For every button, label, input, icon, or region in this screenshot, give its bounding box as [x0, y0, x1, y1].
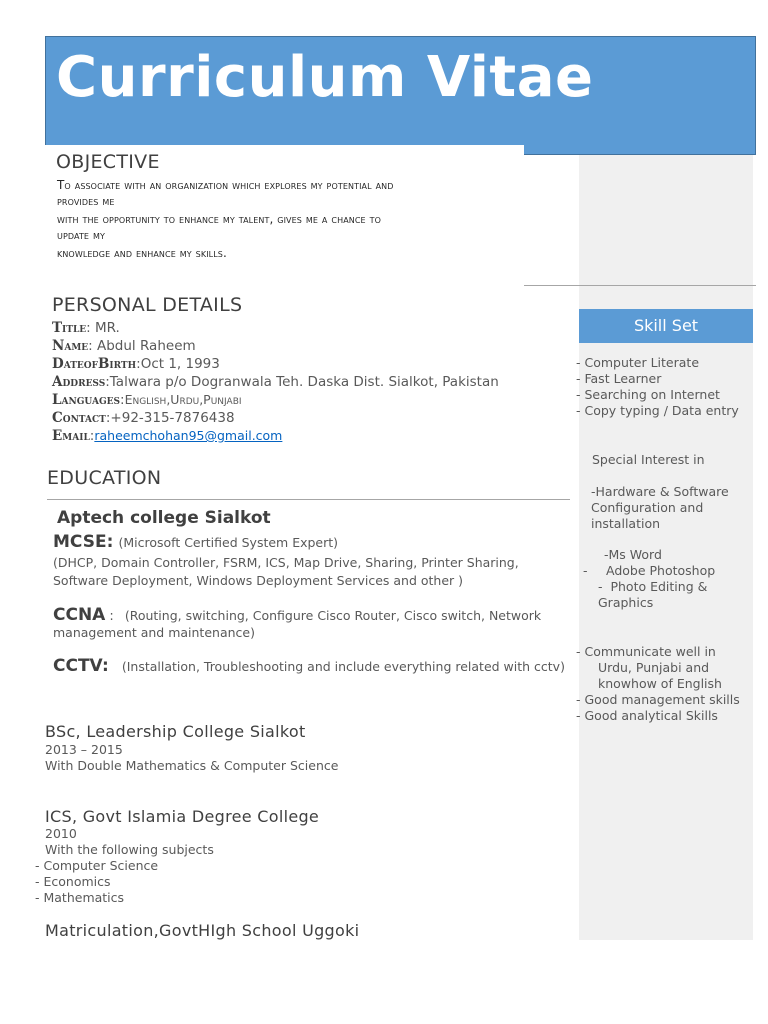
detail-dob [52, 355, 499, 373]
detail-separator: : [136, 356, 141, 372]
objective-heading: OBJECTIVE [56, 151, 160, 173]
detail-value: MR. [95, 320, 120, 336]
page-title: Curriculum Vitae [56, 45, 594, 110]
comm-skill: knowhow of English [598, 676, 722, 691]
detail-value: Abdul Raheem [97, 338, 196, 354]
objective-line: knowledge and enhance my skills. [57, 246, 227, 260]
interest-heading: Special Interest in [592, 452, 705, 467]
detail-separator: : [86, 320, 95, 336]
divider [524, 285, 756, 286]
detail-separator: : [105, 410, 111, 426]
cert-detail: (Installation, Troubleshooting and include everything related with cctv) [121, 659, 565, 674]
extra-skill-list [576, 692, 740, 724]
comm-skill: Urdu, Punjabi and [598, 660, 710, 675]
skill-list [576, 355, 739, 419]
skill-item: - Computer Literate [576, 355, 700, 370]
subject-item: - Mathematics [35, 890, 125, 905]
cert-colon: : [109, 609, 114, 624]
detail-label: DateofBirth [52, 356, 137, 372]
institution-name: Aptech college Sialkot [57, 508, 271, 528]
detail-label: Title [52, 320, 87, 336]
detail-label: Languages [52, 392, 120, 408]
detail-separator: : [120, 392, 125, 408]
degree-note: With the following subjects [45, 842, 214, 857]
email-link[interactable]: raheemchohan95@gmail.com [94, 428, 283, 443]
detail-languages [52, 391, 499, 409]
detail-separator: : [88, 338, 97, 354]
objective-line: To associate with an organization which explores my potential and [57, 178, 394, 192]
detail-email [52, 427, 499, 445]
detail-value: Talwara p/o Dogranwala Teh. Daska Dist. Sialkot, Pakistan [109, 374, 499, 390]
detail-value: English,Urdu,Punjabi [124, 392, 242, 407]
cert-detail: management and maintenance) [53, 625, 255, 640]
degree-title: ICS, Govt Islamia Degree College [45, 807, 320, 826]
subject-item: - Computer Science [35, 858, 159, 873]
cert-title: CCTV: [53, 656, 109, 676]
detail-value: +92-315-7876438 [110, 410, 235, 426]
subject-item: - Economics [35, 874, 111, 889]
software-item: Graphics [598, 595, 654, 610]
software-item: - Photo Editing & [598, 579, 708, 594]
objective-line: update my [57, 228, 105, 242]
interest-line: Configuration and [591, 500, 704, 515]
cert-title: MCSE: [53, 532, 114, 552]
detail-label: Email [52, 428, 90, 444]
objective-text [57, 177, 394, 261]
detail-label: Address [52, 374, 106, 390]
education-heading: EDUCATION [47, 467, 162, 489]
detail-name [52, 337, 499, 355]
personal-details-list [52, 319, 499, 445]
detail-separator: : [105, 374, 110, 390]
software-bullet: - [583, 563, 588, 578]
divider [47, 499, 570, 500]
ccna-heading [53, 605, 541, 625]
interest-line: -Hardware & Software [591, 484, 729, 499]
interest-list [591, 484, 729, 532]
personal-details-heading: PERSONAL DETAILS [52, 294, 243, 316]
cert-detail: (DHCP, Domain Controller, FSRM, ICS, Map Drive, Sharing, Printer Sharing, [53, 555, 519, 570]
detail-label: Contact [52, 410, 106, 426]
interest-line: installation [591, 516, 661, 531]
degree-years: 2010 [45, 826, 77, 841]
objective-line: with the opportunity to enhance my talent, gives me a chance to [57, 212, 382, 226]
subject-list [35, 858, 158, 906]
cert-detail: Software Deployment, Windows Deployment Services and other ) [53, 573, 464, 588]
skill-item: - Fast Learner [576, 371, 662, 386]
detail-title [52, 319, 499, 337]
detail-separator: : [89, 428, 95, 444]
header-banner [45, 36, 756, 155]
software-item: Adobe Photoshop [606, 563, 716, 578]
degree-note: With Double Mathematics & Computer Science [45, 758, 339, 773]
detail-value: Oct 1, 1993 [140, 356, 220, 372]
degree-title: Matriculation,GovtHIgh School Uggoki [45, 921, 360, 940]
detail-label: Name [52, 338, 89, 354]
skill-item: - Copy typing / Data entry [576, 403, 739, 418]
detail-contact [52, 409, 499, 427]
skill-set-heading: Skill Set [579, 309, 753, 343]
extra-skill: - Good management skills [576, 692, 740, 707]
cctv-heading [53, 656, 565, 676]
degree-years: 2013 – 2015 [45, 742, 123, 757]
mcse-heading [53, 532, 338, 552]
detail-address [52, 373, 499, 391]
software-item: -Ms Word [604, 547, 662, 562]
degree-title: BSc, Leadership College Sialkot [45, 722, 306, 741]
cert-detail: (Routing, switching, Configure Cisco Router, Cisco switch, Network [124, 608, 542, 623]
extra-skill: - Good analytical Skills [576, 708, 718, 723]
cert-title: CCNA [53, 605, 106, 625]
objective-line: provides me [57, 194, 115, 208]
comm-skill: - Communicate well in [576, 644, 716, 659]
skill-item: - Searching on Internet [576, 387, 720, 402]
cert-subtitle: (Microsoft Certified System Expert) [118, 535, 339, 550]
